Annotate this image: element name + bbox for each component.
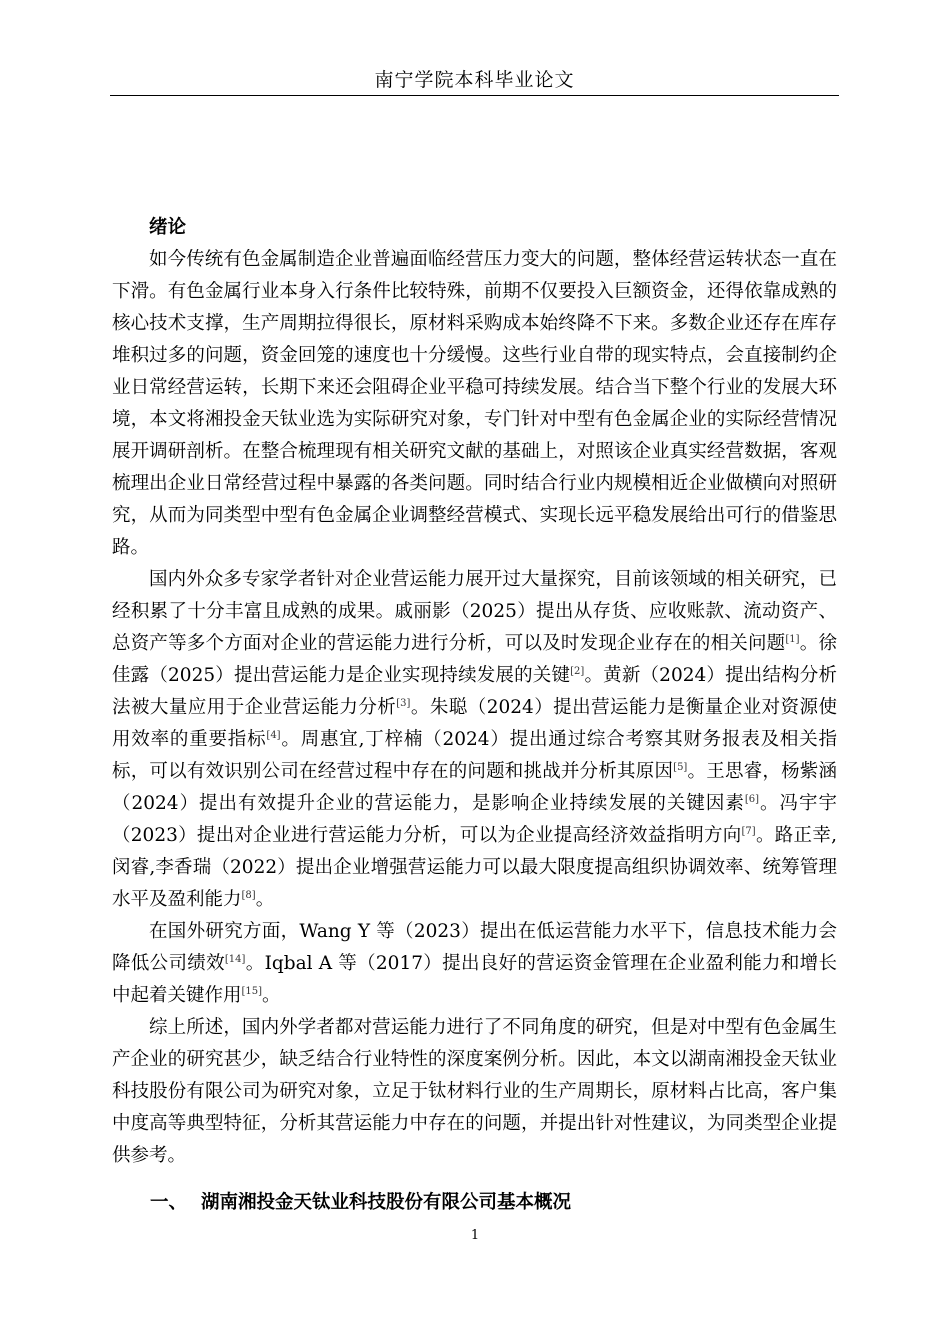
page-number: 1 (470, 1228, 480, 1243)
text-segment: 国内外众多专家学者针对企业营运能力展开过大量探究，目前该领域的相关研究，已经积累了十分丰富且成熟的成果。戚丽影（2025）提出从存货、应收账款、流动资产、总资产等多个方面对企业的营运能力进行分析，可以及时发现企业存在的相关问题 (112, 569, 837, 654)
citation-5: [5] (673, 761, 688, 773)
citation-2: [2] (570, 665, 585, 677)
citation-3: [3] (396, 697, 411, 709)
citation-4: [4] (266, 729, 281, 741)
citation-8: [8] (241, 889, 256, 901)
paragraph-1: 如今传统有色金属制造企业普遍面临经营压力变大的问题，整体经营运转状态一直在下滑。有色金属行业本身入行条件比较特殊，前期不仅要投入巨额资金，还得依靠成熟的核心技术支撑，生产周期拉得很长，原材料采购成本始终降不下来。多数企业还存在库存堆积过多的问题，资金回笼的速度也十分缓慢。这些行业自带的现实特点，会直接制约企业日常经营运转，长期下来还会阻碍企业平稳可持续发展。结合当下整个行业的发展大环境，本文将湘投金天钛业选为实际研究对象，专门针对中型有色金属企业的实际经营情况展开调研剖析。在整合梳理现有相关研究文献的基础上，对照该企业真实经营数据，客观梳理出企业日常经营过程中暴露的各类问题。同时结合行业内规模相近企业做横向对照研究，从而为同类型中型有色金属企业调整经营模式、实现长远平稳发展给出可行的借鉴思路。 (112, 249, 837, 558)
text-segment: 。Iqbal A 等（2017）提出良好的营运资金管理在企业盈利能力和增长中起着关键作用 (112, 953, 837, 1006)
citation-6: [6] (744, 793, 760, 805)
section-title-intro: 绪论 (149, 217, 187, 238)
text-segment: 。朱聪（2024）提出营运能力是衡量企业对资源使用效率的重要指标 (112, 697, 837, 750)
text-segment: 。徐佳露（2025）提出营运能力是企业实现持续发展的关键 (112, 633, 837, 686)
section-heading-1 (150, 1188, 571, 1218)
text-segment: 。周惠宜,丁梓楠（2024）提出通过综合考察其财务报表及相关指标，可以有效识别公司在经营过程中存在的问题和挑战并分析其原因 (112, 729, 837, 782)
text-segment: 。黄新（2024）提出结构分析法被大量应用于企业营运能力分析 (112, 665, 837, 718)
text-segment: 。冯宇宇（2023）提出对企业进行营运能力分析，可以为企业提高经济效益指明方向 (112, 793, 837, 846)
paragraph-2 (112, 564, 837, 916)
text-segment: 。 (262, 985, 281, 1006)
citation-7: [7] (741, 825, 756, 837)
text-segment: 。王思睿，杨紫涵（2024）提出有效提升企业的营运能力，是影响企业持续发展的关键因素 (112, 761, 837, 814)
paragraph-3 (112, 916, 837, 1012)
citation-1: [1] (785, 633, 800, 645)
document-body (112, 212, 837, 1172)
header-divider (110, 95, 839, 96)
page-header: 南宁学院本科毕业论文 (374, 69, 575, 91)
paragraph-4: 综上所述，国内外学者都对营运能力进行了不同角度的研究，但是对中型有色金属生产企业的研究甚少，缺乏结合行业特性的深度案例分析。因此，本文以湖南湘投金天钛业科技股份有限公司为研究对象，立足于钛材料行业的生产周期长，原材料占比高，客户集中度高等典型特征，分析其营运能力中存在的问题，并提出针对性建议，为同类型企业提供参考。 (112, 1017, 837, 1166)
citation-14: [14] (224, 953, 246, 965)
text-segment: 。路正幸,闵睿,李香瑞（2022）提出企业增强营运能力可以最大限度提高组织协调效率、统筹管理水平及盈利能力 (112, 825, 837, 910)
section-number: 一、 (150, 1192, 188, 1213)
section-heading-text: 湖南湘投金天钛业科技股份有限公司基本概况 (201, 1192, 572, 1213)
text-segment: 。 (255, 889, 275, 910)
text-segment: 在国外研究方面，Wang Y 等（2023）提出在低运营能力水平下，信息技术能力会降低公司绩效 (112, 921, 837, 974)
citation-15: [15] (241, 985, 263, 997)
